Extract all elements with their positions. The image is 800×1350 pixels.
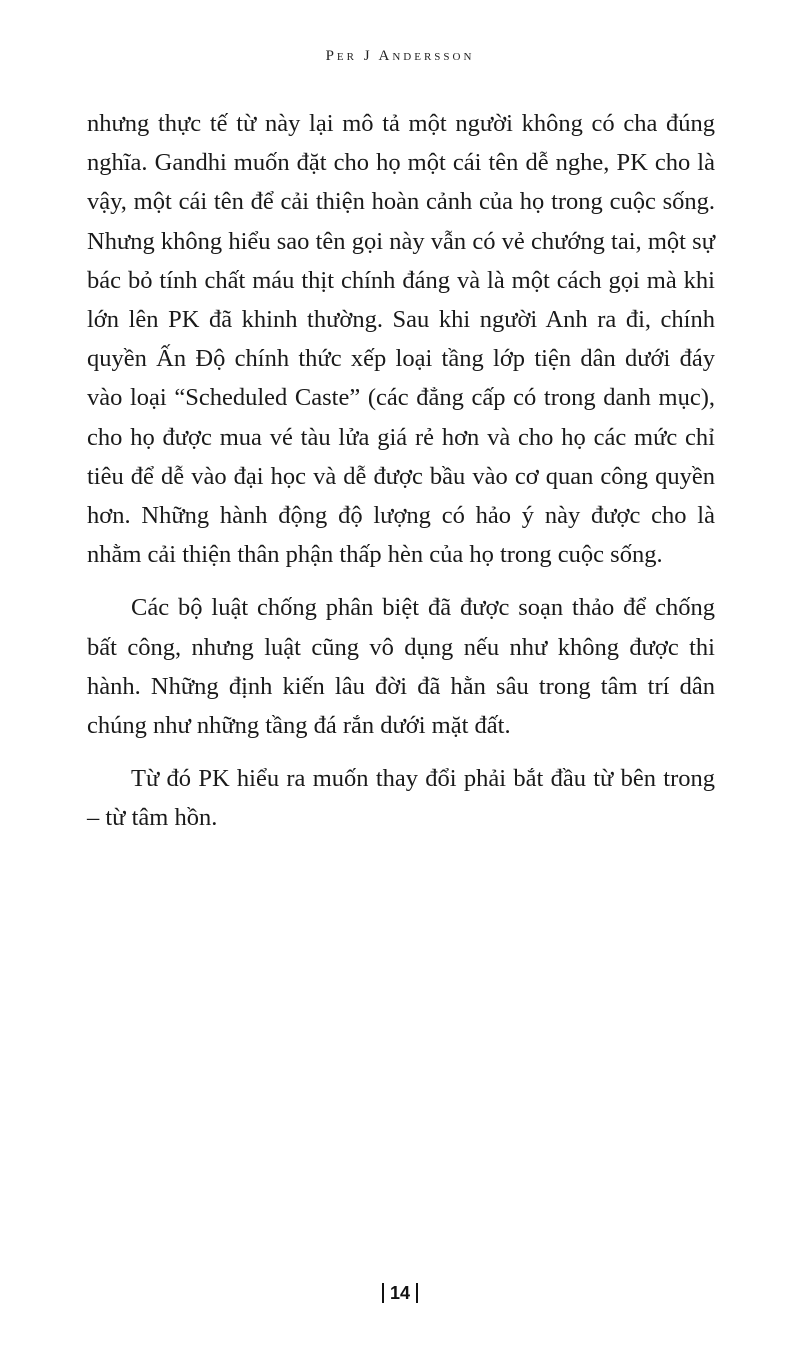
page-body [87, 104, 715, 838]
page-number-value: 14 [389, 1282, 411, 1303]
folio-right-rule [416, 1283, 418, 1303]
folio-left-rule [382, 1283, 384, 1303]
page-number [0, 1282, 800, 1304]
paragraph-2: Các bộ luật chống phân biệt đã được soạn thảo để chống bất công, nhưng luật cũng vô dụng nếu như không được thi hành. Những định kiến lâu đời đã hằn sâu trong tâm trí dân chúng như những tầng đá rắn dưới mặt đất. [87, 594, 715, 740]
running-head-author: Per J Andersson [325, 48, 475, 64]
paragraph-1: nhưng thực tế từ này lại mô tả một người không có cha đúng nghĩa. Gandhi muốn đặt cho họ một cái tên dễ nghe, PK cho là vậy, một cái tên để cải thiện hoàn cảnh của họ trong cuộc sống. Nhưng không hiểu sao tên gọi này vẫn có vẻ chướng tai, một sự bác bỏ tính chất máu thịt chính đáng và là một cách gọi mà khi lớn lên PK đã khinh thường. Sau khi người Anh ra đi, chính quyền Ấn Độ chính thức xếp loại tầng lớp tiện dân dưới đáy vào loại “Scheduled Caste” (các đẳng cấp có trong danh mục), cho họ được mua vé tàu lửa giá rẻ hơn và cho họ các mức chỉ tiêu để dễ vào đại học và dễ được bầu vào cơ quan công quyền hơn. Những hành động độ lượng có hảo ý này được cho là nhằm cải thiện thân phận thấp hèn của họ trong cuộc sống. [87, 110, 715, 569]
paragraph-3: Từ đó PK hiểu ra muốn thay đổi phải bắt đầu từ bên trong – từ tâm hồn. [87, 765, 715, 832]
